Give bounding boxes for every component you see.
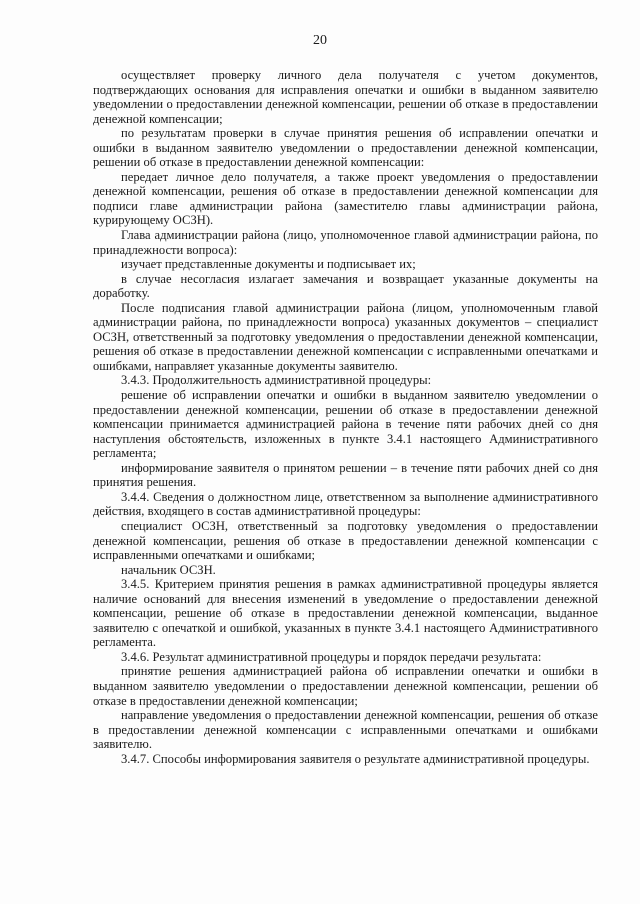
paragraph: направление уведомления о предоставлении денежной компенсации, решения об отказе в предоставлении денежной компенсации с исправленными опечатками и ошибками заявителю. — [93, 708, 598, 752]
paragraph: изучает представленные документы и подписывает их; — [121, 257, 416, 272]
paragraph: специалист ОСЗН, ответственный за подготовку уведомления о предоставлении денежной компенсации, решения об отказе в предоставлении денежной компенсации с исправленными опечатками и ошибками; — [93, 518, 598, 563]
paragraph: принятие решения администрацией района об исправлении опечатки и ошибки в выданном заявителю уведомлении о предоставлении денежной компенсации, решении об отказе в предоставлении денежной компенсации; — [93, 664, 598, 708]
section-heading: 3.4.5. Критерием принятия решения в рамках административной процедуры является наличие оснований для внесения изменений в уведомление о предоставлении денежной компенсации, решение об отказе в предоставлении денежной компенсации, выданное заявителю с опечаткой и ошибкой, указанных в пункте 3.4.1 настоящего Административного регламента. — [93, 577, 598, 650]
paragraph: передает личное дело получателя, а также проект уведомления о предоставлении денежной компенсации, решения об отказе в предоставлении денежной компенсации для подписи главе администрации района (заместителю главы администрации района, курирующему ОСЗН). — [93, 169, 598, 228]
section-heading: 3.4.6. Результат административной процедуры и порядок передачи результата: — [121, 649, 542, 664]
paragraph: осуществляет проверку личного дела получателя с учетом документов, подтверждающих основания для исправления опечатки и ошибки в выданном заявителю уведомлении о предоставлении денежной компенсации, решении об отказе в предоставлении денежной компенсации; — [93, 68, 598, 126]
section-heading: 3.4.3. Продолжительность административной процедуры: — [121, 373, 432, 388]
paragraph: по результатам проверки в случае принятия решения об исправлении опечатки и ошибки в выданном заявителю уведомлении о предоставлении денежной компенсации, решении об отказе в предоставлении денежной компенсации: — [93, 126, 598, 170]
section-heading: 3.4.4. Сведения о должностном лице, ответственном за выполнение административного действия, входящего в состав административной процедуры: — [93, 489, 598, 519]
paragraph: в случае несогласия излагает замечания и возвращает указанные документы на доработку. — [93, 271, 598, 301]
paragraph: Глава администрации района (лицо, уполномоченное главой администрации района, по принадлежности вопроса): — [93, 228, 598, 257]
paragraph: начальник ОСЗН. — [121, 562, 216, 577]
document-body — [93, 68, 598, 766]
paragraph: информирование заявителя о принятом решении – в течение пяти рабочих дней со дня принятия решения. — [93, 460, 598, 490]
paragraph: После подписания главой администрации района (лицом, уполномоченным главой администрации района, по принадлежности вопроса) указанных документов – специалист ОСЗН, ответственный за подготовку уведомления о предоставлении денежной компенсации, решения об отказе в предоставлении денежной компенсации с исправленными опечатками и ошибками, направляет указанные документы заявителю. — [93, 300, 598, 373]
section-heading: 3.4.7. Способы информирования заявителя о результате административной процедуры. — [121, 751, 590, 766]
page-number: 20 — [313, 33, 327, 48]
paragraph: решение об исправлении опечатки и ошибки в выданном заявителю уведомлении о предоставлении денежной компенсации, решении об отказе в предоставлении денежной компенсации принимается администрацией района в течение пяти рабочих дней со дня наступления обстоятельств, изложенных в пункте 3.4.1 настоящего Административного регламента; — [93, 388, 598, 461]
